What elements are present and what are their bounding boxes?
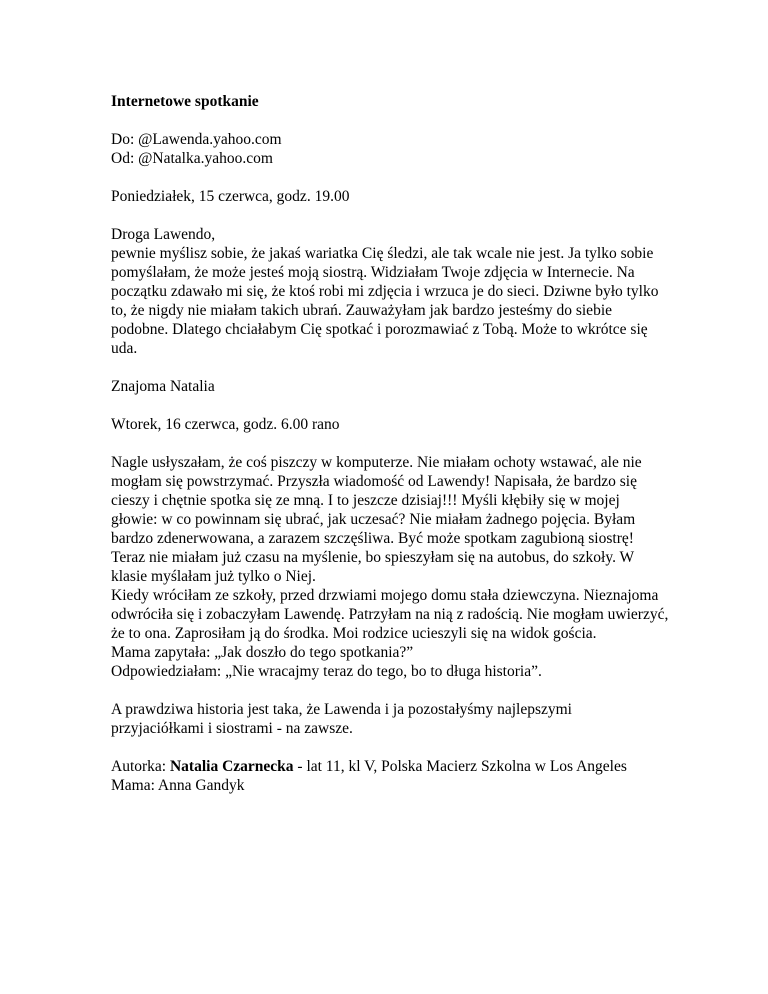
letter-line: pomyślałam, że może jesteś moją siostrą. Widziałam Twoje zdjęcia w Internecie. Na xyxy=(111,264,635,281)
ending-line: przyjaciółkami i siostrami - na zawsze. xyxy=(111,720,353,737)
story-line: cieszy i chętnie spotka się ze mną. I to jeszcze dzisiaj!!! Myśli kłębiły się w mojej xyxy=(111,492,620,509)
letter-line: początku zdawało mi się, że ktoś robi mi zdjęcia i wrzuca je do sieci. Dziwne było tylko xyxy=(111,283,659,300)
from-line: Od: @Natalka.yahoo.com xyxy=(111,150,273,167)
letter-body xyxy=(111,225,671,358)
letter-line: uda. xyxy=(111,340,138,357)
author-name: Natalia Czarnecka xyxy=(169,758,294,775)
story-line: Kiedy wróciłam ze szkoły, przed drzwiami mojego domu stała dziewczyna. Nieznajoma xyxy=(111,587,659,604)
author-details: - lat 11, kl V, Polska Macierz Szkolna w Los Angeles xyxy=(293,758,627,775)
story-ending xyxy=(111,700,671,738)
story-line: mogłam się powstrzymać. Przyszła wiadomość od Lawendy! Napisała, że bardzo się xyxy=(111,473,637,490)
letter-line: podobne. Dlatego chciałabym Cię spotkać i porozmawiać z Tobą. Może to wkrótce się xyxy=(111,321,648,338)
story-line: że to ona. Zaprosiłam ją do środka. Moi rodzice ucieszyli się na widok gościa. xyxy=(111,625,597,642)
story-line: Odpowiedziałam: „Nie wracajmy teraz do tego, bo to długa historia”. xyxy=(111,663,542,680)
ending-line: A prawdziwa historia jest taka, że Lawenda i ja pozostałyśmy najlepszymi xyxy=(111,701,572,718)
story-line: klasie myślałam już tylko o Niej. xyxy=(111,568,316,585)
mother-line: Mama: Anna Gandyk xyxy=(111,777,245,794)
letter-signature: Znajoma Natalia xyxy=(111,378,215,395)
letter-line: pewnie myślisz sobie, że jakaś wariatka Cię śledzi, ale tak wcale nie jest. Ja tylko sobie xyxy=(111,245,654,262)
author-label: Autorka: xyxy=(111,758,170,775)
story-line: Mama zapytała: „Jak doszło do tego spotkania?” xyxy=(111,644,414,661)
credits xyxy=(111,757,671,795)
story-line: odwróciła się i zobaczyłam Lawendę. Patrzyłam na nią z radością. Nie mogłam uwierzyć, xyxy=(111,606,669,623)
story-line: Nagle usłyszałam, że coś piszczy w komputerze. Nie miałam ochoty wstawać, ale nie xyxy=(111,454,642,471)
letter-greeting: Droga Lawendo, xyxy=(111,226,216,243)
email-header xyxy=(111,130,671,168)
to-line: Do: @Lawenda.yahoo.com xyxy=(111,131,282,148)
author-line xyxy=(111,757,671,776)
document-title: Internetowe spotkanie xyxy=(111,93,259,110)
story-line: Teraz nie miałam już czasu na myślenie, bo spieszyłam się na autobus, do szkoły. W xyxy=(111,549,635,566)
story-line: bardzo zdenerwowana, a zarazem szczęśliwa. Być może spotkam zagubioną siostrę! xyxy=(111,530,634,547)
letter-line: to, że nigdy nie miałam takich ubrań. Zauważyłam jak bardzo jesteśmy do siebie xyxy=(111,302,613,319)
first-date: Poniedziałek, 15 czerwca, godz. 19.00 xyxy=(111,188,350,205)
second-date: Wtorek, 16 czerwca, godz. 6.00 rano xyxy=(111,416,340,433)
document-page xyxy=(111,92,671,814)
story-line: głowie: w co powinnam się ubrać, jak uczesać? Nie miałam żadnego pojęcia. Byłam xyxy=(111,511,636,528)
story-body xyxy=(111,453,671,681)
